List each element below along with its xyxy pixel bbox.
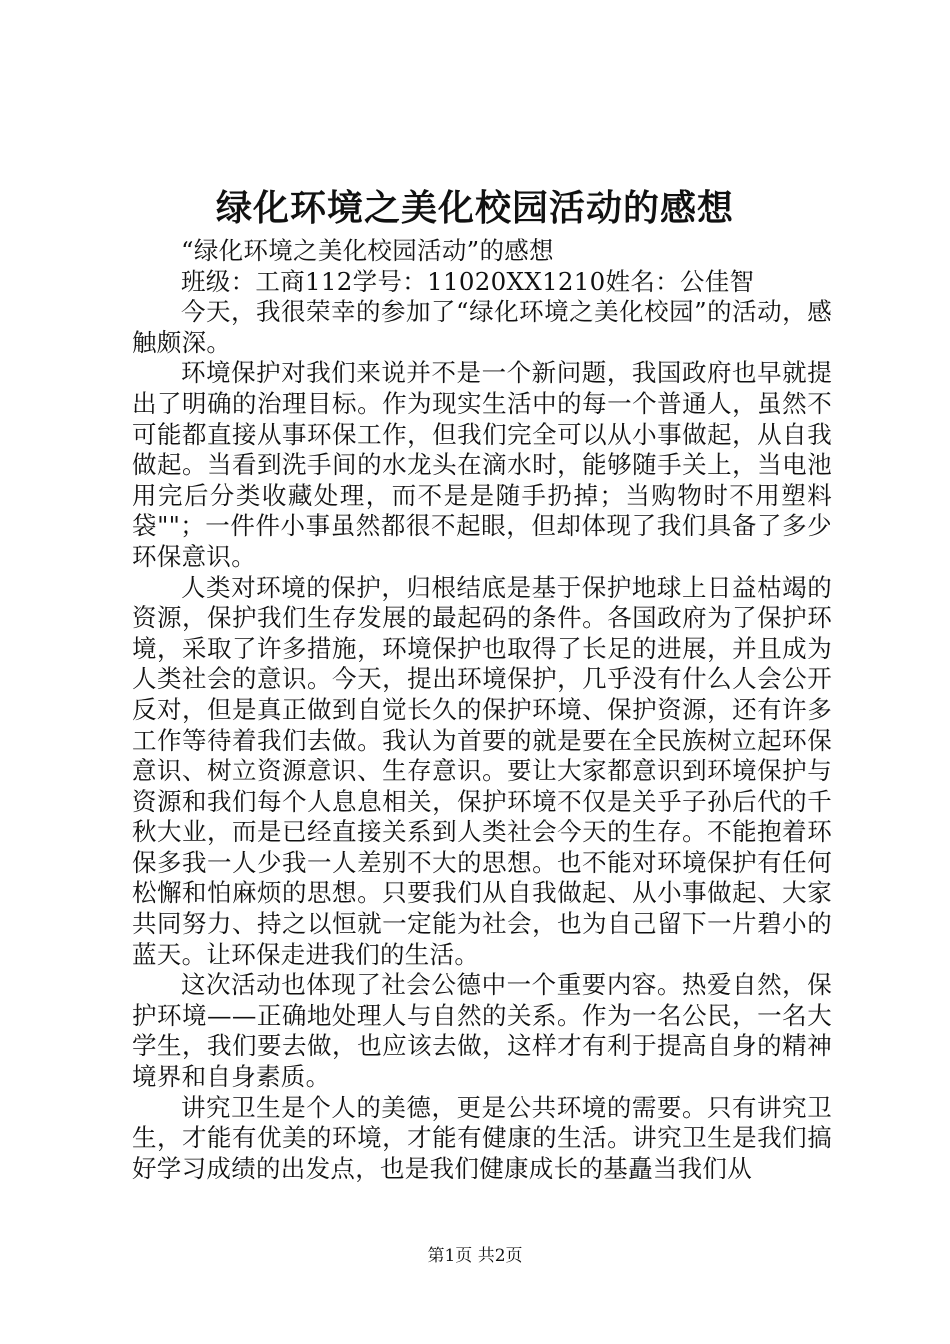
body-paragraph: 这次活动也体现了社会公德中一个重要内容。热爱自然，保护环境——正确地处理人与自然的关系。作为一名公民，一名大学生，我们要去做，也应该去做，这样才有利于提高自身的精神境界和自身素质。 [132,970,832,1092]
document-title: 绿化环境之美化校园活动的感想 [215,187,734,229]
page-number-footer: 第1页 共2页 [427,1246,523,1266]
student-info-paragraph: 班级：工商112学号：11020XX1210姓名：公佳智 [181,266,755,296]
body-paragraph: 讲究卫生是个人的美德，更是公共环境的需要。只有讲究卫生，才能有优美的环境，才能有健康的生活。讲究卫生是我们搞好学习成绩的出发点，也是我们健康成长的基矗当我们从 [132,1092,832,1183]
body-paragraph: 今天，我很荣幸的参加了“绿化环境之美化校园”的活动，感触颇深。 [132,297,832,357]
body-paragraph: 环境保护对我们来说并不是一个新问题，我国政府也早就提出了明确的治理目标。作为现实生活中的每一个普通人，虽然不可能都直接从事环保工作，但我们完全可以从小事做起，从自我做起。当看到洗手间的水龙头在滴水时，能够随手关上，当电池用完后分类收藏处理，而不是是随手扔掉；当购物时不用塑料袋""；一件件小事虽然都很不起眼，但却体现了我们具备了多少环保意识。 [132,358,832,571]
body-paragraph: 人类对环境的保护，归根结底是基于保护地球上日益枯竭的资源，保护我们生存发展的最起码的条件。各国政府为了保护环境，采取了许多措施，环境保护也取得了长足的进展，并且成为人类社会的意识。今天，提出环境保护，几乎没有什么人会公开反对，但是真正做到自觉长久的保护环境、保护资源，还有许多工作等待着我们去做。我认为首要的就是要在全民族树立起环保意识、树立资源意识、生存意识。要让大家都意识到环境保护与资源和我们每个人息息相关，保护环境不仅是关乎子孙后代的千秋大业，而是已经直接关系到人类社会今天的生存。不能抱着环保多我一人少我一人差别不大的思想。也不能对环境保护有任何松懈和怕麻烦的思想。只要我们从自我做起、从小事做起、大家共同努力、持之以恒就一定能为社会，也为自己留下一片碧小的蓝天。让环保走进我们的生活。 [132,572,832,969]
document-body [132,236,832,1184]
subtitle-paragraph: “绿化环境之美化校园活动”的感想 [181,236,554,265]
